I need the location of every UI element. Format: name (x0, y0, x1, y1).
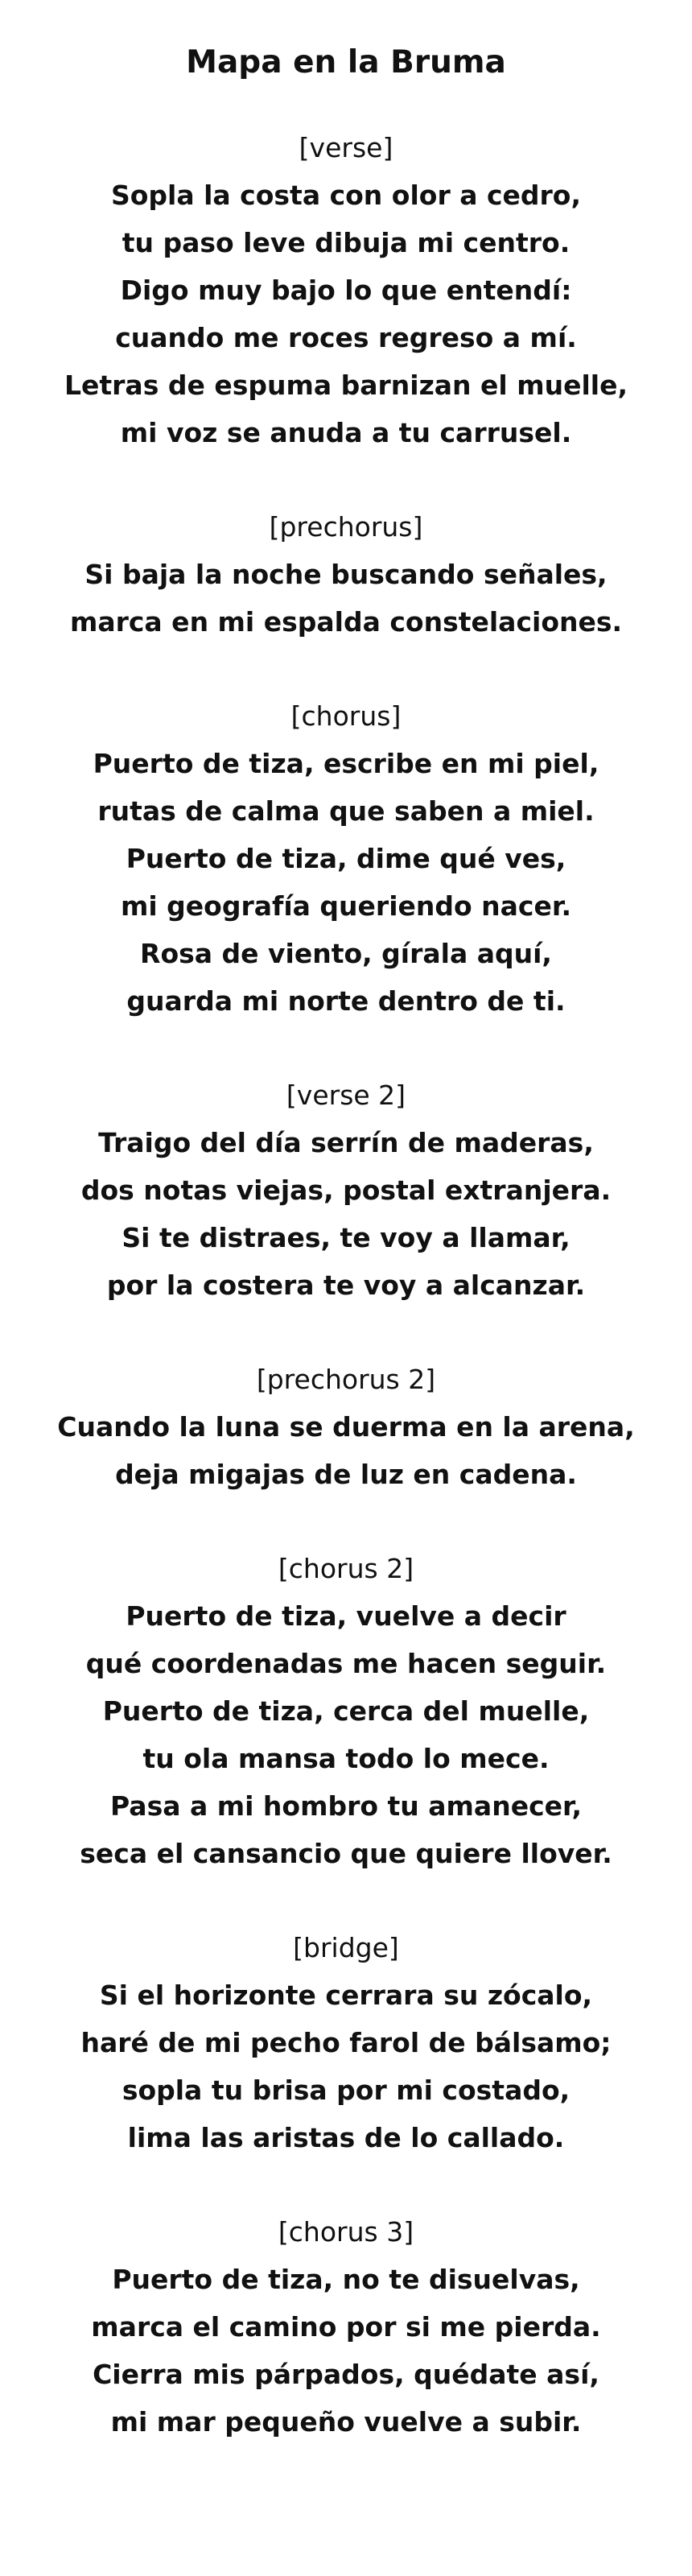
lyric-line: Puerto de tiza, vuelve a decir (126, 1600, 566, 1632)
lyric-line: rutas de calma que saben a miel. (97, 795, 595, 827)
section-tag: [prechorus 2] (256, 1364, 436, 1395)
section-tag: [bridge] (293, 1932, 399, 1963)
lyrics-section (0, 692, 692, 1025)
lyric-line: Puerto de tiza, dime qué ves, (126, 843, 566, 874)
lyric-line: mi voz se anuda a tu carrusel. (120, 417, 572, 448)
section-tag: [chorus 3] (278, 2216, 414, 2248)
lyric-line: marca en mi espalda constelaciones. (69, 606, 623, 638)
section-tag: [chorus 2] (278, 1553, 414, 1584)
lyrics-section (0, 1071, 692, 1309)
lyric-line: Rosa de viento, gírala aquí, (140, 938, 552, 969)
lyric-line: haré de mi pecho farol de bálsamo; (80, 2027, 612, 2058)
lyric-line: Puerto de tiza, escribe en mi piel, (93, 748, 599, 779)
section-tag: [chorus] (290, 700, 402, 732)
lyrics-body (0, 124, 692, 2446)
lyric-line: dos notas viejas, postal extranjera. (80, 1174, 612, 1206)
lyric-line: mi mar pequeño vuelve a subir. (110, 2406, 582, 2438)
lyric-line: deja migajas de luz en cadena. (115, 1459, 577, 1490)
lyric-line: Cuando la luna se duerma en la arena, (57, 1411, 635, 1443)
lyrics-section (0, 503, 692, 646)
lyrics-section (0, 1924, 692, 2161)
lyric-line: marca el camino por si me pierda. (91, 2311, 601, 2343)
lyrics-section (0, 124, 692, 456)
lyric-line: Si te distraes, te voy a llamar, (122, 1222, 570, 1253)
lyric-line: Sopla la costa con olor a cedro, (110, 180, 582, 211)
lyric-line: qué coordenadas me hacen seguir. (85, 1648, 607, 1679)
page-title: Mapa en la Bruma (186, 44, 506, 80)
lyric-line: Letras de espuma barnizan el muelle, (64, 369, 628, 401)
lyric-line: Traigo del día serrín de maderas, (98, 1127, 594, 1158)
lyric-line: tu paso leve dibuja mi centro. (122, 227, 570, 258)
lyric-line: Si baja la noche buscando señales, (84, 559, 608, 590)
section-tag: [prechorus] (269, 511, 423, 543)
lyric-line: sopla tu brisa por mi costado, (122, 2074, 570, 2106)
lyric-line: Puerto de tiza, cerca del muelle, (102, 1695, 590, 1727)
lyric-line: Si el horizonte cerrara su zócalo, (99, 1979, 593, 2011)
lyrics-section (0, 2208, 692, 2446)
lyric-line: guarda mi norte dentro de ti. (126, 985, 566, 1017)
lyric-line: seca el cansancio que quiere llover. (80, 1838, 612, 1869)
lyric-line: Pasa a mi hombro tu amanecer, (110, 1790, 582, 1822)
lyric-line: Digo muy bajo lo que entendí: (120, 275, 572, 306)
lyric-line: por la costera te voy a alcanzar. (106, 1269, 586, 1301)
lyrics-section (0, 1545, 692, 1877)
lyric-line: cuando me roces regreso a mí. (115, 322, 577, 353)
lyric-line: tu ola mansa todo lo mece. (142, 1743, 550, 1774)
lyric-line: Puerto de tiza, no te disuelvas, (112, 2264, 580, 2295)
section-tag: [verse] (299, 132, 393, 163)
lyric-line: mi geografía queriendo nacer. (120, 890, 571, 922)
lyric-line: Cierra mis párpados, quédate así, (93, 2359, 599, 2390)
section-tag: [verse 2] (286, 1080, 406, 1111)
lyric-line: lima las aristas de lo callado. (127, 2122, 565, 2153)
lyrics-section (0, 1356, 692, 1498)
